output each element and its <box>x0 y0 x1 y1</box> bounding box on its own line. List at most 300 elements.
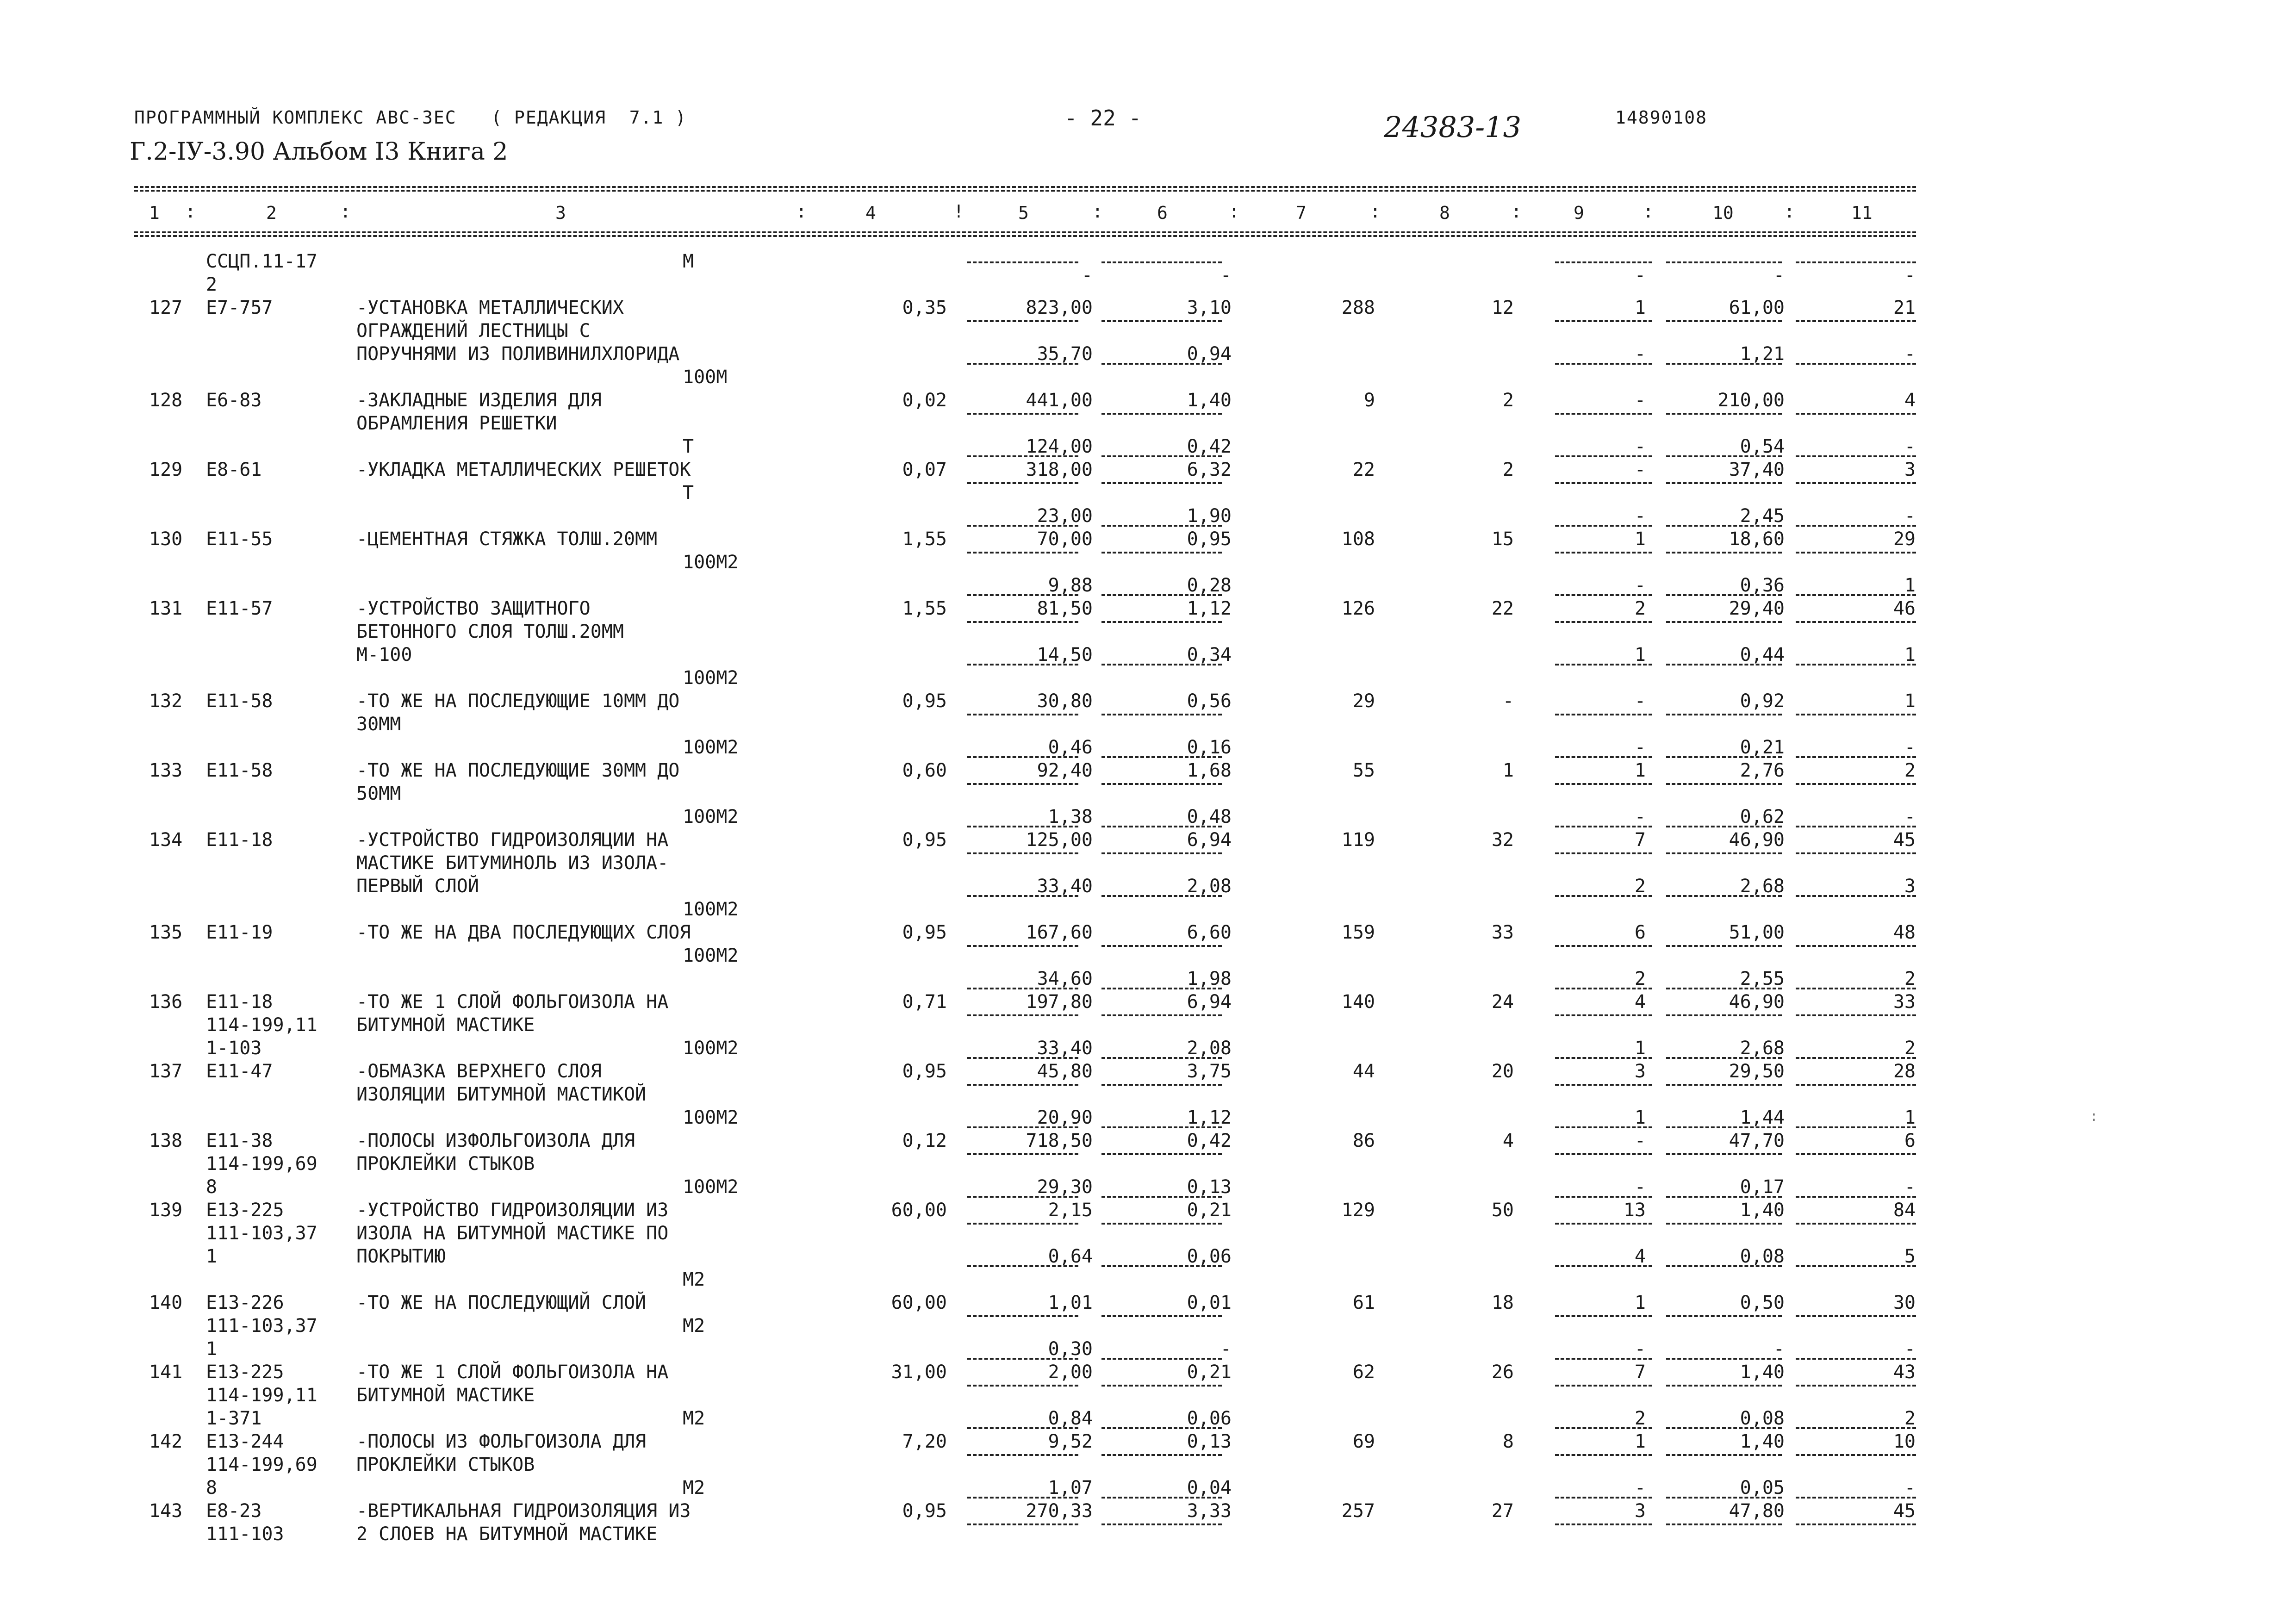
subvalue-col-6: 0,34 <box>1187 644 1232 665</box>
value-col-7: 44 <box>1352 1061 1375 1082</box>
row-rule <box>1555 1385 1652 1387</box>
row-rule <box>1101 1454 1222 1456</box>
value-col-9: 1 <box>1634 1431 1646 1452</box>
subvalue-col-5: 0,84 <box>1048 1408 1093 1429</box>
subvalue-col-6: 1,90 <box>1187 505 1232 527</box>
value-col-6: 1,68 <box>1187 760 1232 781</box>
row-rule <box>1796 1153 1916 1155</box>
value-col-6: 3,75 <box>1187 1061 1232 1082</box>
row-rule <box>1555 1014 1652 1016</box>
row-rule <box>967 1014 1078 1016</box>
value-col-11: 6 <box>1904 1130 1916 1151</box>
subvalue-col-10: 2,68 <box>1740 876 1785 897</box>
value-col-11: 43 <box>1893 1362 1916 1383</box>
subvalue-col-6: 0,13 <box>1187 1176 1232 1198</box>
value-col-4: 0,02 <box>902 390 947 411</box>
row-rule <box>1796 261 1916 263</box>
value-col-9: 13 <box>1623 1200 1646 1221</box>
value-col-6: 1,40 <box>1187 390 1232 411</box>
document-code: 14890108 <box>1615 107 1708 128</box>
row-rule <box>1555 413 1652 415</box>
norm-code: 114-199,11 <box>206 1014 317 1036</box>
column-separator: : <box>340 201 351 222</box>
row-rule <box>1555 1454 1652 1456</box>
row-rule <box>1796 826 1916 827</box>
work-description: БЕТОННОГО СЛОЯ ТОЛШ.20ММ <box>356 621 624 642</box>
row-rule <box>1666 1084 1782 1086</box>
value-col-8: 2 <box>1502 459 1514 480</box>
column-separator: : <box>796 201 807 222</box>
row-rule <box>1101 1014 1222 1016</box>
row-rule <box>1101 714 1222 715</box>
value-col-5: 197,80 <box>1026 991 1093 1013</box>
row-rule <box>967 988 1078 989</box>
row-rule <box>1101 1084 1222 1086</box>
unit-of-measure: 100М2 <box>683 945 739 966</box>
subvalue-col-6: 0,16 <box>1187 737 1232 758</box>
row-rule <box>1666 783 1782 785</box>
column-separator: : <box>1643 201 1654 222</box>
row-rule <box>1796 1385 1916 1387</box>
row-rule <box>1555 1057 1652 1059</box>
value-col-6: 6,94 <box>1187 991 1232 1013</box>
row-rule <box>1101 552 1222 553</box>
row-rule <box>1796 594 1916 596</box>
value-col-9: - <box>1634 1130 1646 1151</box>
row-rule <box>1101 945 1222 947</box>
row-rule <box>1796 482 1916 484</box>
row-rule <box>1666 455 1782 457</box>
subvalue-col-10: 0,17 <box>1740 1176 1785 1198</box>
row-rule <box>967 1223 1078 1225</box>
subvalue-col-9: 1 <box>1634 644 1646 665</box>
row-rule <box>967 945 1078 947</box>
row-rule <box>967 1454 1078 1456</box>
work-description: ПОКРЫТИЮ <box>356 1246 446 1267</box>
unit-of-measure: М <box>683 251 694 272</box>
row-rule <box>1101 1358 1222 1360</box>
row-rule <box>1796 1524 1916 1525</box>
value-col-5: 1,01 <box>1048 1292 1093 1313</box>
value-col-4: 60,00 <box>891 1200 947 1221</box>
column-header-3: 3 <box>555 203 566 223</box>
value-col-8: 4 <box>1502 1130 1514 1151</box>
row-rule <box>1555 1315 1652 1317</box>
row-rule <box>1555 783 1652 785</box>
row-rule <box>1666 482 1782 484</box>
row-number: 133 <box>149 760 183 781</box>
work-description: 2 СЛОЕВ НА БИТУМНОЙ МАСТИКЕ <box>356 1524 658 1545</box>
subvalue-col-11: 2 <box>1904 1038 1916 1059</box>
subvalue-col-11: 1 <box>1904 575 1916 596</box>
value-col-9: 4 <box>1634 991 1646 1013</box>
value-col-11: 2 <box>1904 760 1916 781</box>
row-rule <box>1796 1265 1916 1267</box>
row-rule <box>1555 1084 1652 1086</box>
row-rule <box>967 1196 1078 1198</box>
subvalue-col-5: 33,40 <box>1037 1038 1093 1059</box>
value-col-10: 0,50 <box>1740 1292 1785 1313</box>
subvalue-col-11: - <box>1904 436 1916 457</box>
row-number: 137 <box>149 1061 183 1082</box>
value-col-10: 61,00 <box>1729 297 1785 318</box>
row-rule <box>1666 1196 1782 1198</box>
subvalue-col-10: 0,36 <box>1740 575 1785 596</box>
row-rule <box>1796 988 1916 989</box>
subvalue-col-11: - <box>1904 1176 1916 1198</box>
row-rule <box>1555 1196 1652 1198</box>
row-rule <box>1555 895 1652 897</box>
value-col-4: 0,95 <box>902 1500 947 1522</box>
subvalue-col-11: 3 <box>1904 876 1916 897</box>
value-col-10: 46,90 <box>1729 991 1785 1013</box>
work-description: -УСТАНОВКА МЕТАЛЛИЧЕСКИХ <box>356 297 624 318</box>
row-rule <box>967 363 1078 365</box>
work-description: ПЕРВЫЙ СЛОЙ <box>356 876 479 897</box>
value-col-11: 48 <box>1893 922 1916 943</box>
column-header-5: 5 <box>1018 203 1029 223</box>
value-col-10: 29,50 <box>1729 1061 1785 1082</box>
value-col-6: 1,12 <box>1187 598 1232 619</box>
row-rule <box>967 1057 1078 1059</box>
row-rule <box>1555 988 1652 989</box>
norm-code: Е11-38 <box>206 1130 273 1151</box>
row-rule <box>1555 525 1652 527</box>
subvalue-col-6: - <box>1220 1338 1232 1360</box>
row-number: 134 <box>149 829 183 851</box>
value-col-7: 126 <box>1341 598 1375 619</box>
row-rule <box>1796 552 1916 553</box>
row-rule <box>1796 1358 1916 1360</box>
row-rule <box>1796 621 1916 623</box>
row-number: 140 <box>149 1292 183 1313</box>
value-col-4: 1,55 <box>902 598 947 619</box>
row-rule <box>1666 1126 1782 1128</box>
column-separator: : <box>1784 201 1795 222</box>
row-rule <box>1796 664 1916 665</box>
row-rule <box>1666 1265 1782 1267</box>
row-rule <box>1101 1427 1222 1429</box>
unit-of-measure: 100М2 <box>683 806 739 827</box>
value-col-10: 2,76 <box>1740 760 1785 781</box>
row-rule <box>1796 895 1916 897</box>
row-rule <box>1796 413 1916 415</box>
value-col-7: 55 <box>1352 760 1375 781</box>
subvalue-col-5: 20,90 <box>1037 1107 1093 1128</box>
value-col-9: 6 <box>1634 922 1646 943</box>
row-number: 141 <box>149 1362 183 1383</box>
row-rule <box>1555 1126 1652 1128</box>
subvalue-col-6: 2,08 <box>1187 1038 1232 1059</box>
row-rule <box>1101 826 1222 827</box>
value-col-5: 125,00 <box>1026 829 1093 851</box>
subvalue-col-9: 4 <box>1634 1246 1646 1267</box>
handwritten-doc-number: 24383-13 <box>1384 110 1522 144</box>
row-rule <box>967 413 1078 415</box>
value-col-11: 30 <box>1893 1292 1916 1313</box>
subvalue-col-10: 0,62 <box>1740 806 1785 827</box>
unit-of-measure: Т <box>683 436 694 457</box>
value-col-10: 51,00 <box>1729 922 1785 943</box>
value-col-9: 1 <box>1634 297 1646 318</box>
subvalue-col-11: - <box>1904 505 1916 527</box>
value-col-5: 2,00 <box>1048 1362 1093 1383</box>
norm-code: Е6-83 <box>206 390 262 411</box>
row-rule <box>1796 945 1916 947</box>
album-title: Г.2-IУ-3.90 Альбом I3 Книга 2 <box>130 138 508 166</box>
row-rule <box>967 261 1078 263</box>
work-description: -ТО ЖЕ 1 СЛОЙ ФОЛЬГОИЗОЛА НА <box>356 991 669 1013</box>
value-col-9: - <box>1634 690 1646 712</box>
subvalue-col-9: 2 <box>1634 1408 1646 1429</box>
row-rule <box>1796 363 1916 365</box>
subvalue-col-6: - <box>1220 265 1232 286</box>
value-col-7: 22 <box>1352 459 1375 480</box>
row-rule <box>1101 1153 1222 1155</box>
subvalue-col-5: 124,00 <box>1026 436 1093 457</box>
value-col-6: 0,21 <box>1187 1362 1232 1383</box>
subvalue-col-10: 0,05 <box>1740 1477 1785 1499</box>
row-rule <box>1555 320 1652 322</box>
column-header-7: 7 <box>1296 203 1307 223</box>
value-col-7: 61 <box>1352 1292 1375 1313</box>
column-header-1: 1 <box>149 203 160 223</box>
row-rule <box>1555 852 1652 854</box>
value-col-4: 0,12 <box>902 1130 947 1151</box>
subvalue-col-9: 1 <box>1634 1107 1646 1128</box>
value-col-6: 6,94 <box>1187 829 1232 851</box>
row-rule <box>1666 525 1782 527</box>
subvalue-col-5: 14,50 <box>1037 644 1093 665</box>
row-rule <box>967 852 1078 854</box>
row-rule <box>1796 525 1916 527</box>
subvalue-col-10: 2,55 <box>1740 968 1785 989</box>
norm-code: Е11-58 <box>206 690 273 712</box>
value-col-4: 7,20 <box>902 1431 947 1452</box>
row-number: 143 <box>149 1500 183 1522</box>
value-col-4: 0,35 <box>902 297 947 318</box>
row-rule <box>1666 363 1782 365</box>
column-header-6: 6 <box>1157 203 1168 223</box>
row-number: 142 <box>149 1431 183 1452</box>
row-rule <box>1796 756 1916 758</box>
row-rule <box>967 1427 1078 1429</box>
row-rule <box>1555 1223 1652 1225</box>
row-rule <box>1666 1454 1782 1456</box>
value-col-5: 30,80 <box>1037 690 1093 712</box>
work-description: 30ММ <box>356 714 401 735</box>
value-col-5: 441,00 <box>1026 390 1093 411</box>
subvalue-col-9: - <box>1634 1176 1646 1198</box>
work-description: -ПОЛОСЫ ИЗ ФОЛЬГОИЗОЛА ДЛЯ <box>356 1431 647 1452</box>
value-col-8: 20 <box>1491 1061 1514 1082</box>
value-col-6: 6,60 <box>1187 922 1232 943</box>
subvalue-col-5: 34,60 <box>1037 968 1093 989</box>
row-rule <box>1101 363 1222 365</box>
row-rule <box>1666 1153 1782 1155</box>
column-header-8: 8 <box>1439 203 1450 223</box>
value-col-8: 24 <box>1491 991 1514 1013</box>
row-rule <box>1666 1385 1782 1387</box>
subvalue-col-11: - <box>1904 1338 1916 1360</box>
row-number: 136 <box>149 991 183 1013</box>
value-col-6: 0,42 <box>1187 1130 1232 1151</box>
value-col-11: 28 <box>1893 1061 1916 1082</box>
work-description: -ТО ЖЕ НА ПОСЛЕДУЮЩИЕ 10ММ ДО <box>356 690 680 712</box>
subvalue-col-9: - <box>1634 436 1646 457</box>
subvalue-col-10: 1,21 <box>1740 343 1785 365</box>
row-rule <box>1101 621 1222 623</box>
unit-of-measure: Т <box>683 482 694 504</box>
row-rule <box>1101 261 1222 263</box>
norm-code: Е7-757 <box>206 297 273 318</box>
row-rule <box>967 525 1078 527</box>
row-rule <box>967 482 1078 484</box>
value-col-6: 3,10 <box>1187 297 1232 318</box>
work-description: -ВЕРТИКАЛЬНАЯ ГИДРОИЗОЛЯЦИЯ ИЗ <box>356 1500 691 1522</box>
value-col-7: 62 <box>1352 1362 1375 1383</box>
row-rule <box>1666 1057 1782 1059</box>
value-col-11: 4 <box>1904 390 1916 411</box>
subvalue-col-6: 0,04 <box>1187 1477 1232 1499</box>
subvalue-col-11: 1 <box>1904 1107 1916 1128</box>
value-col-7: 140 <box>1341 991 1375 1013</box>
norm-code: 114-199,69 <box>206 1153 317 1175</box>
row-rule <box>1796 1315 1916 1317</box>
row-rule <box>1101 895 1222 897</box>
row-rule <box>1555 826 1652 827</box>
norm-code: Е13-244 <box>206 1431 284 1452</box>
row-rule <box>1101 594 1222 596</box>
row-rule <box>1796 455 1916 457</box>
row-rule <box>967 621 1078 623</box>
subvalue-col-5: 35,70 <box>1037 343 1093 365</box>
row-rule <box>967 714 1078 715</box>
row-rule <box>1555 621 1652 623</box>
subvalue-col-9: - <box>1634 1477 1646 1499</box>
value-col-10: 1,40 <box>1740 1200 1785 1221</box>
row-rule <box>1555 455 1652 457</box>
value-col-7: 86 <box>1352 1130 1375 1151</box>
subvalue-col-11: 5 <box>1904 1246 1916 1267</box>
subvalue-col-9: - <box>1634 1338 1646 1360</box>
subvalue-col-11: - <box>1904 265 1916 286</box>
value-col-8: 26 <box>1491 1362 1514 1383</box>
norm-code: Е11-47 <box>206 1061 273 1082</box>
subvalue-col-10: - <box>1773 1338 1785 1360</box>
row-rule <box>967 1358 1078 1360</box>
row-rule <box>967 455 1078 457</box>
unit-of-measure: 100М2 <box>683 667 739 689</box>
row-rule <box>1101 413 1222 415</box>
row-rule <box>1555 1265 1652 1267</box>
subvalue-col-10: 0,21 <box>1740 737 1785 758</box>
row-rule <box>967 1126 1078 1128</box>
row-rule <box>967 1524 1078 1525</box>
subvalue-col-5: 33,40 <box>1037 876 1093 897</box>
work-description: ПРОКЛЕЙКИ СТЫКОВ <box>356 1454 535 1475</box>
subvalue-col-11: - <box>1904 806 1916 827</box>
value-col-5: 823,00 <box>1026 297 1093 318</box>
row-rule <box>1555 552 1652 553</box>
column-separator: : <box>1370 201 1381 222</box>
row-rule <box>1555 482 1652 484</box>
norm-code: 8 <box>206 1477 218 1499</box>
value-col-10: 47,80 <box>1729 1500 1785 1522</box>
column-header-9: 9 <box>1574 203 1584 223</box>
row-rule <box>1666 1358 1782 1360</box>
value-col-11: 33 <box>1893 991 1916 1013</box>
row-number: 139 <box>149 1200 183 1221</box>
subvalue-col-6: 0,28 <box>1187 575 1232 596</box>
subvalue-col-9: - <box>1634 265 1646 286</box>
norm-code: Е13-225 <box>206 1200 284 1221</box>
row-rule <box>1666 621 1782 623</box>
row-rule <box>1101 756 1222 758</box>
subvalue-col-5: 1,38 <box>1048 806 1093 827</box>
row-rule <box>1555 1524 1652 1525</box>
subvalue-col-11: - <box>1904 737 1916 758</box>
work-description: 50ММ <box>356 783 401 804</box>
subvalue-col-10: 1,44 <box>1740 1107 1785 1128</box>
row-number: 130 <box>149 529 183 550</box>
norm-code: Е8-61 <box>206 459 262 480</box>
subvalue-col-11: - <box>1904 343 1916 365</box>
value-col-5: 9,52 <box>1048 1431 1093 1452</box>
work-description: -ПОЛОСЫ ИЗФОЛЬГОИЗОЛА ДЛЯ <box>356 1130 635 1151</box>
value-col-5: 718,50 <box>1026 1130 1093 1151</box>
row-rule <box>1796 1427 1916 1429</box>
subvalue-col-9: 2 <box>1634 968 1646 989</box>
norm-code: ССЦП.11-17 <box>206 251 317 272</box>
work-description: -ЦЕМЕНТНАЯ СТЯЖКА ТОЛШ.20ММ <box>356 529 658 550</box>
row-rule <box>1796 1057 1916 1059</box>
work-description: -УСТРОЙСТВО ГИДРОИЗОЛЯЦИИ НА <box>356 829 669 851</box>
row-rule <box>1666 988 1782 989</box>
value-col-4: 0,07 <box>902 459 947 480</box>
work-description: -УСТРОЙСТВО ГИДРОИЗОЛЯЦИИ ИЗ <box>356 1200 669 1221</box>
unit-of-measure: 100М2 <box>683 1038 739 1059</box>
value-col-6: 6,32 <box>1187 459 1232 480</box>
norm-code: Е11-18 <box>206 829 273 851</box>
value-col-6: 0,13 <box>1187 1431 1232 1452</box>
value-col-5: 318,00 <box>1026 459 1093 480</box>
row-rule <box>967 320 1078 322</box>
program-title: ПРОГРАММНЫЙ КОМПЛЕКС АВС-ЗЕС ( РЕДАКЦИЯ 7.1 ) <box>134 107 687 128</box>
value-col-11: 10 <box>1893 1431 1916 1452</box>
row-rule <box>1101 482 1222 484</box>
value-col-11: 1 <box>1904 690 1916 712</box>
norm-code: Е8-23 <box>206 1500 262 1522</box>
subvalue-col-5: 1,07 <box>1048 1477 1093 1499</box>
column-separator: : <box>1092 201 1103 222</box>
row-rule <box>1101 1057 1222 1059</box>
value-col-4: 60,00 <box>891 1292 947 1313</box>
value-col-11: 45 <box>1893 1500 1916 1522</box>
value-col-4: 0,95 <box>902 922 947 943</box>
work-description: ОГРАЖДЕНИЙ ЛЕСТНИЦЫ С <box>356 320 591 342</box>
row-rule <box>1796 1454 1916 1456</box>
subvalue-col-9: - <box>1634 737 1646 758</box>
row-rule <box>1555 261 1652 263</box>
row-rule <box>1666 714 1782 715</box>
row-rule <box>1555 1153 1652 1155</box>
value-col-11: 21 <box>1893 297 1916 318</box>
value-col-4: 0,71 <box>902 991 947 1013</box>
norm-code: Е11-18 <box>206 991 273 1013</box>
row-rule <box>1666 1014 1782 1016</box>
value-col-6: 0,01 <box>1187 1292 1232 1313</box>
